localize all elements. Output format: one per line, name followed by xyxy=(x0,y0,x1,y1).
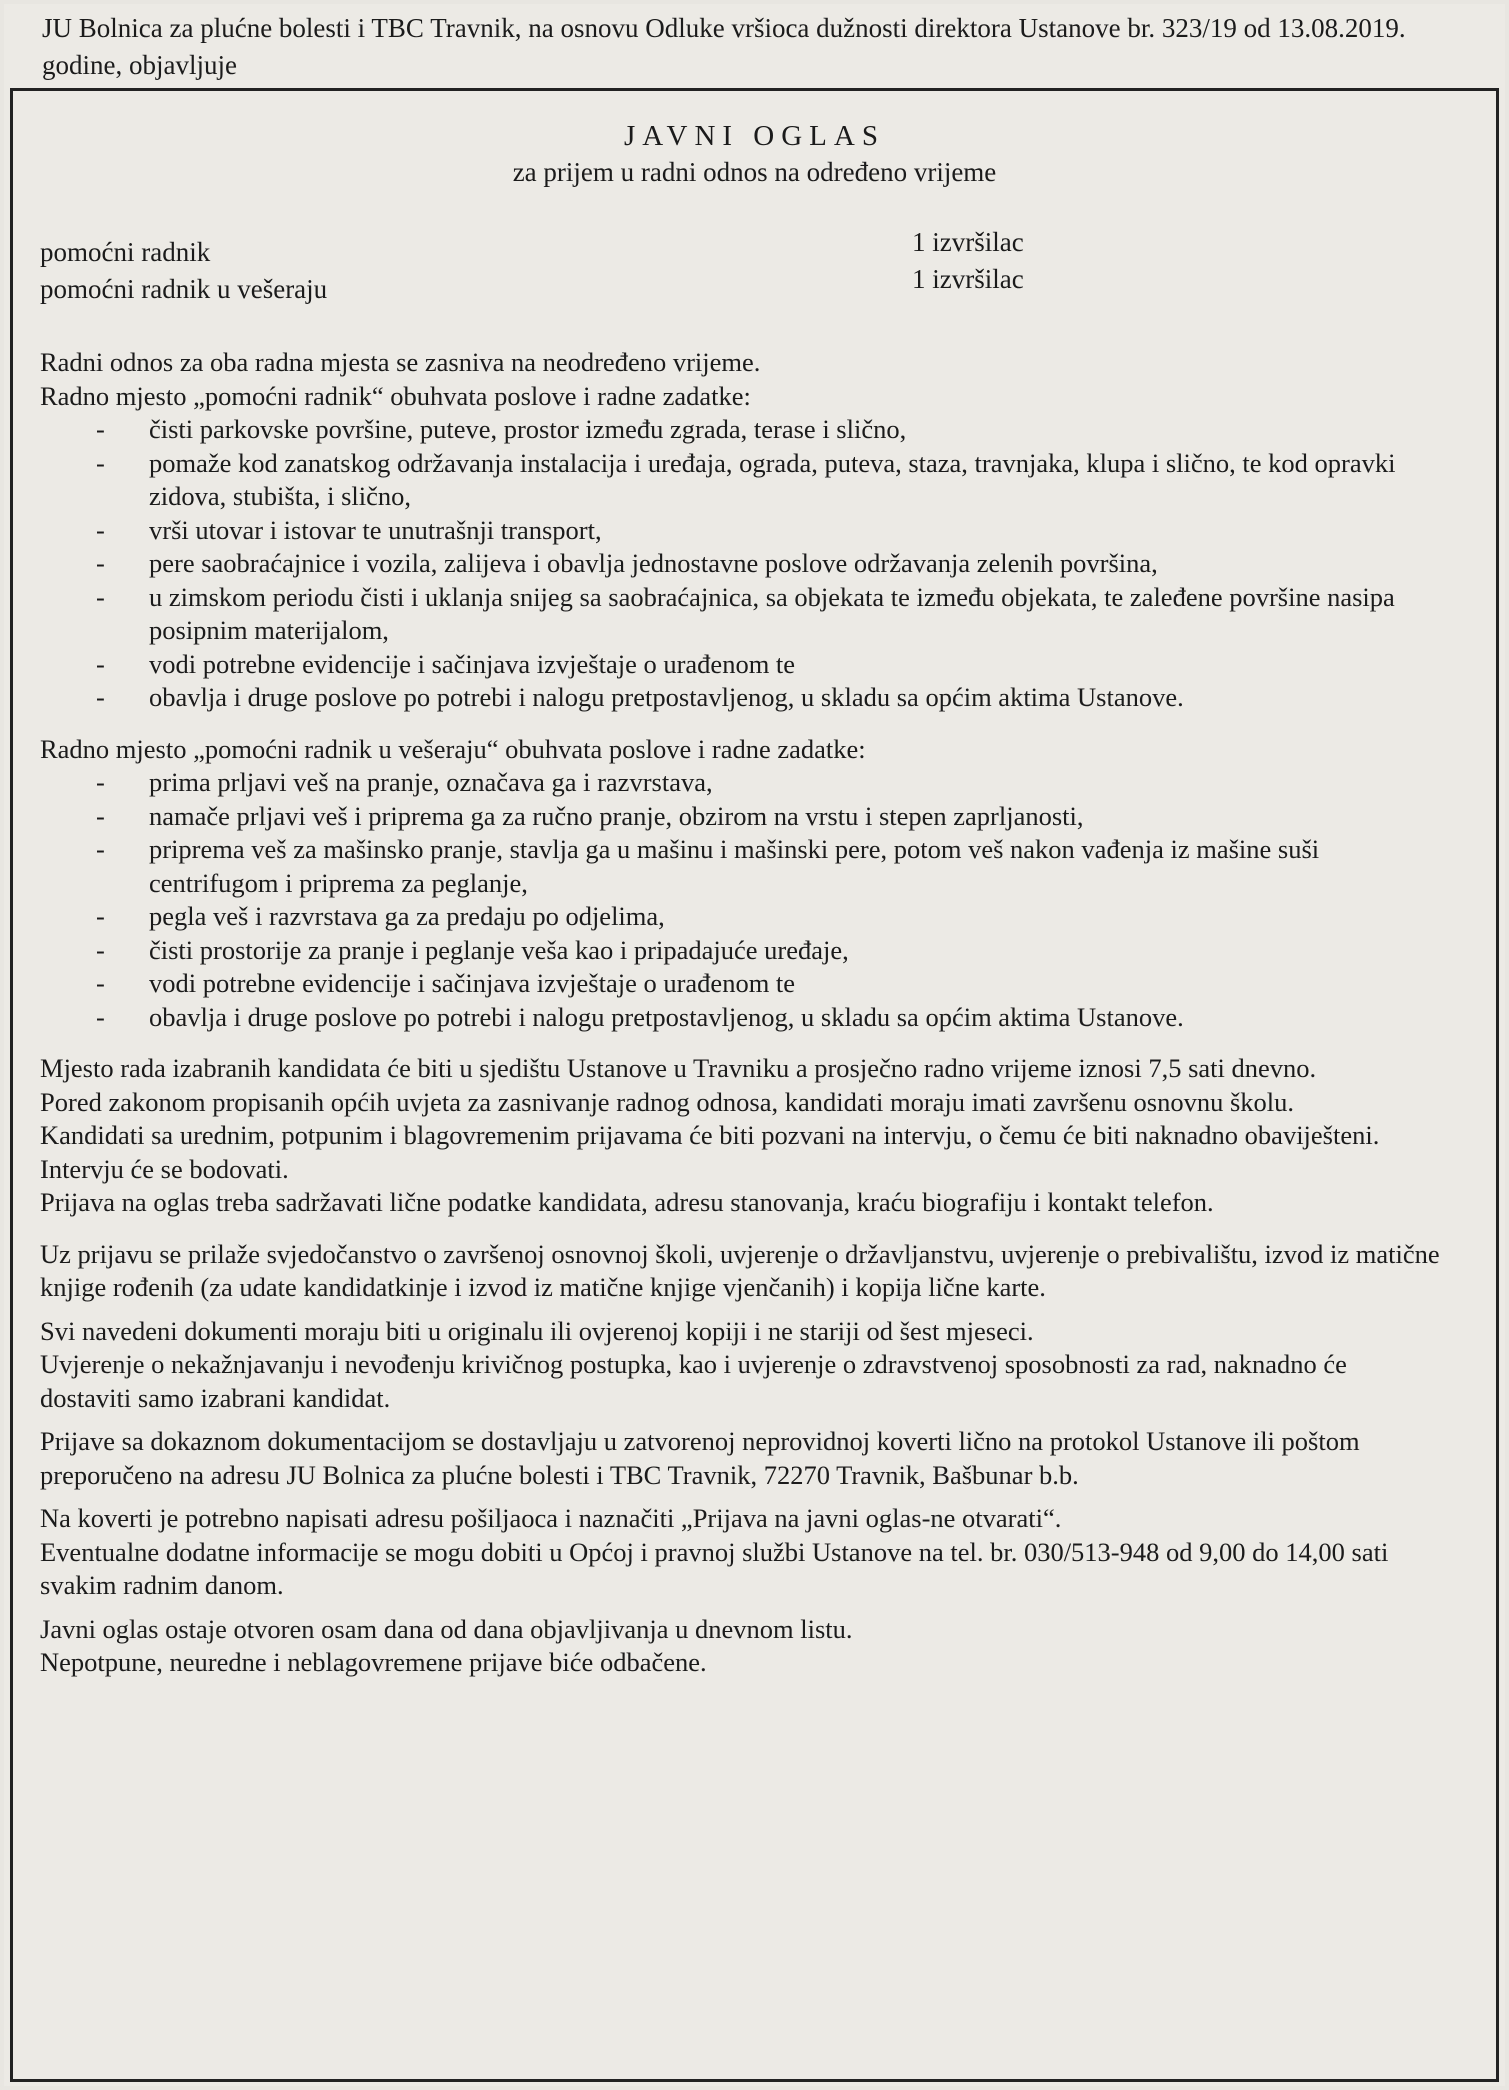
paragraph-general-conditions: Pored zakonom propisanih općih uvjeta za zasnivanje radnog odnosa, kandidati moraju imati završenu osnovnu školu. xyxy=(40,1086,1295,1117)
dash-marker: - xyxy=(96,514,105,545)
list-item: - pegla veš i razvrstava ga za predaju po odjelima, xyxy=(40,900,1440,934)
position-name: pomoćni radnik xyxy=(40,237,211,267)
dash-marker: - xyxy=(96,648,105,679)
list-item: - vodi potrebne evidencije i sačinjava izvještaje o urađenom te xyxy=(40,648,1440,682)
section-heading: Radno mjesto „pomoćni radnik u vešeraju“ obuhvata poslove i radne zadatke: xyxy=(40,733,866,764)
duties-list-vesera xyxy=(40,766,1440,1034)
positions-list xyxy=(40,227,1140,308)
employment-type: Radni odnos za oba radna mjesta se zasniva na neodređeno vrijeme. xyxy=(40,347,761,377)
paragraph-envelope: Na koverti je potrebno napisati adresu pošiljaoca i naznačiti „Prijava na javni oglas-ne otvarati“. xyxy=(40,1503,1062,1533)
list-item: - obavlja i druge poslove po potrebi i nalogu pretpostavljenog, u skladu sa općim aktima Ustanove. xyxy=(40,1001,1440,1035)
dash-marker: - xyxy=(96,447,105,478)
dash-marker: - xyxy=(96,968,105,998)
header-intro: JU Bolnica za plućne bolesti i TBC Travnik, na osnovu Odluke vršioca dužnosti direktora Ustanove br. 323/19 od 13.08.2019. godine, objavljuje xyxy=(42,13,1406,80)
paragraph-submission: Prijave sa dokaznom dokumentacijom se dostavljaju u zatvorenoj neprovidnoj koverti lično na protokol Ustanove ili poštom preporučeno na adresu JU Bolnica za plućne bolesti i TBC Travnik, 72270 Travnik, Bašbunar b.b. xyxy=(40,1426,1360,1490)
dash-marker: - xyxy=(96,1001,105,1032)
list-item: - namače prljavi veš i priprema ga za ručno pranje, obzirom na vrstu i stepen zaprljanosti, xyxy=(40,800,1440,834)
dash-marker: - xyxy=(96,934,105,965)
list-item: - obavlja i druge poslove po potrebi i nalogu pretpostavljenog, u skladu sa općim aktima Ustanove. xyxy=(40,681,1440,715)
dash-marker: - xyxy=(96,901,105,931)
paragraph-required-documents: Uz prijavu se prilaže svjedočanstvo o završenoj osnovnoj školi, uvjerenje o državljanstvu, uvjerenje o prebivalištu, izvod iz matične knjige rođenih (za udate kandidatkinje i izvod iz matične knjige vjenčanih) i kopija lične karte. xyxy=(40,1238,1440,1302)
position-row xyxy=(40,264,1140,308)
list-item: - pere saobraćajnice i vozila, zalijeva i obavlja jednostavne poslove održavanja zelenih površina, xyxy=(40,547,1440,581)
paragraph-contact: Eventualne dodatne informacije se mogu dobiti u Općoj i pravnoj službi Ustanove na tel. br. 030/513-948 od 9,00 do 14,00 sati svakim radnim danom. xyxy=(40,1536,1389,1600)
paragraph-application-content: Prijava na oglas treba sadržavati lične podatke kandidata, adresu stanovanja, kraću biografiju i kontakt telefon. xyxy=(40,1187,1214,1217)
dash-marker: - xyxy=(96,414,105,444)
duties-list-pomocni-radnik xyxy=(40,413,1440,715)
position-count: 1 izvršilac xyxy=(912,227,1024,257)
paragraph-later-documents: Uvjerenje o nekažnjavanju i nevođenju krivičnog postupka, kao i uvjerenje o zdravstvenoj sposobnosti za rad, naknadno će dostaviti samo izabrani kandidat. xyxy=(40,1349,1347,1413)
section-heading: Radno mjesto „pomoćni radnik“ obuhvata poslove i radne zadatke: xyxy=(40,380,751,411)
paragraph-rejection: Nepotpune, neuredne i neblagovremene prijave biće odbačene. xyxy=(40,1647,707,1677)
ad-title: JAVNI OGLAS xyxy=(624,120,885,152)
paragraph-work-place: Mjesto rada izabranih kandidata će biti u sjedištu Ustanove u Travniku a prosječno radno vrijeme iznosi 7,5 sati dnevno. xyxy=(40,1053,1317,1083)
list-item: - vodi potrebne evidencije i sačinjava izvještaje o urađenom te xyxy=(40,967,1440,1001)
list-item: - čisti parkovske površine, puteve, prostor između zgrada, terase i slično, xyxy=(40,413,1440,447)
dash-marker: - xyxy=(96,834,105,864)
paragraph-originals: Svi navedeni dokumenti moraju biti u originalu ili ovjerenoj kopiji i ne stariji od šest mjeseci. xyxy=(40,1315,1034,1346)
paragraph-duration: Javni oglas ostaje otvoren osam dana od dana objavljivanja u dnevnom listu. xyxy=(40,1613,853,1644)
dash-marker: - xyxy=(96,800,105,831)
dash-marker: - xyxy=(96,548,105,578)
list-item: - čisti prostorije za pranje i peglanje veša kao i pripadajuće uređaje, xyxy=(40,934,1440,968)
ad-subtitle: za prijem u radni odnos na određeno vrijeme xyxy=(512,157,997,187)
list-item: - priprema veš za mašinsko pranje, stavlja ga u mašinu i mašinski pere, potom veš nakon vađenja iz mašine suši centrifugom i priprema za peglanje, xyxy=(96,834,1320,898)
position-count: 1 izvršilac xyxy=(912,264,1024,294)
dash-marker: - xyxy=(96,581,105,612)
list-item: - vrši utovar i istovar te unutrašnji transport, xyxy=(40,514,1440,548)
list-item: - u zimskom periodu čisti i uklanja snijeg sa saobraćajnica, sa objekata te između objekata, te zaleđene površine nasipa posipnim materijalom, xyxy=(96,581,1395,645)
paragraph-interview: Kandidati sa urednim, potpunim i blagovremenim prijavama će biti pozvani na intervju, o čemu će biti naknadno obaviješteni. Intervju će se bodovati. xyxy=(40,1120,1380,1184)
list-item: - prima prljavi veš na pranje, označava ga i razvrstava, xyxy=(40,766,1440,800)
dash-marker: - xyxy=(96,767,105,797)
ad-body xyxy=(40,346,1440,1680)
position-name: pomoćni radnik u vešeraju xyxy=(40,274,328,304)
list-item: - pomaže kod zanatskog održavanja instalacija i uređaja, ograda, puteva, staza, travnjaka, klupa i slično, te kod opravki zidova, stubišta, i slično, xyxy=(96,447,1396,511)
dash-marker: - xyxy=(96,682,105,712)
